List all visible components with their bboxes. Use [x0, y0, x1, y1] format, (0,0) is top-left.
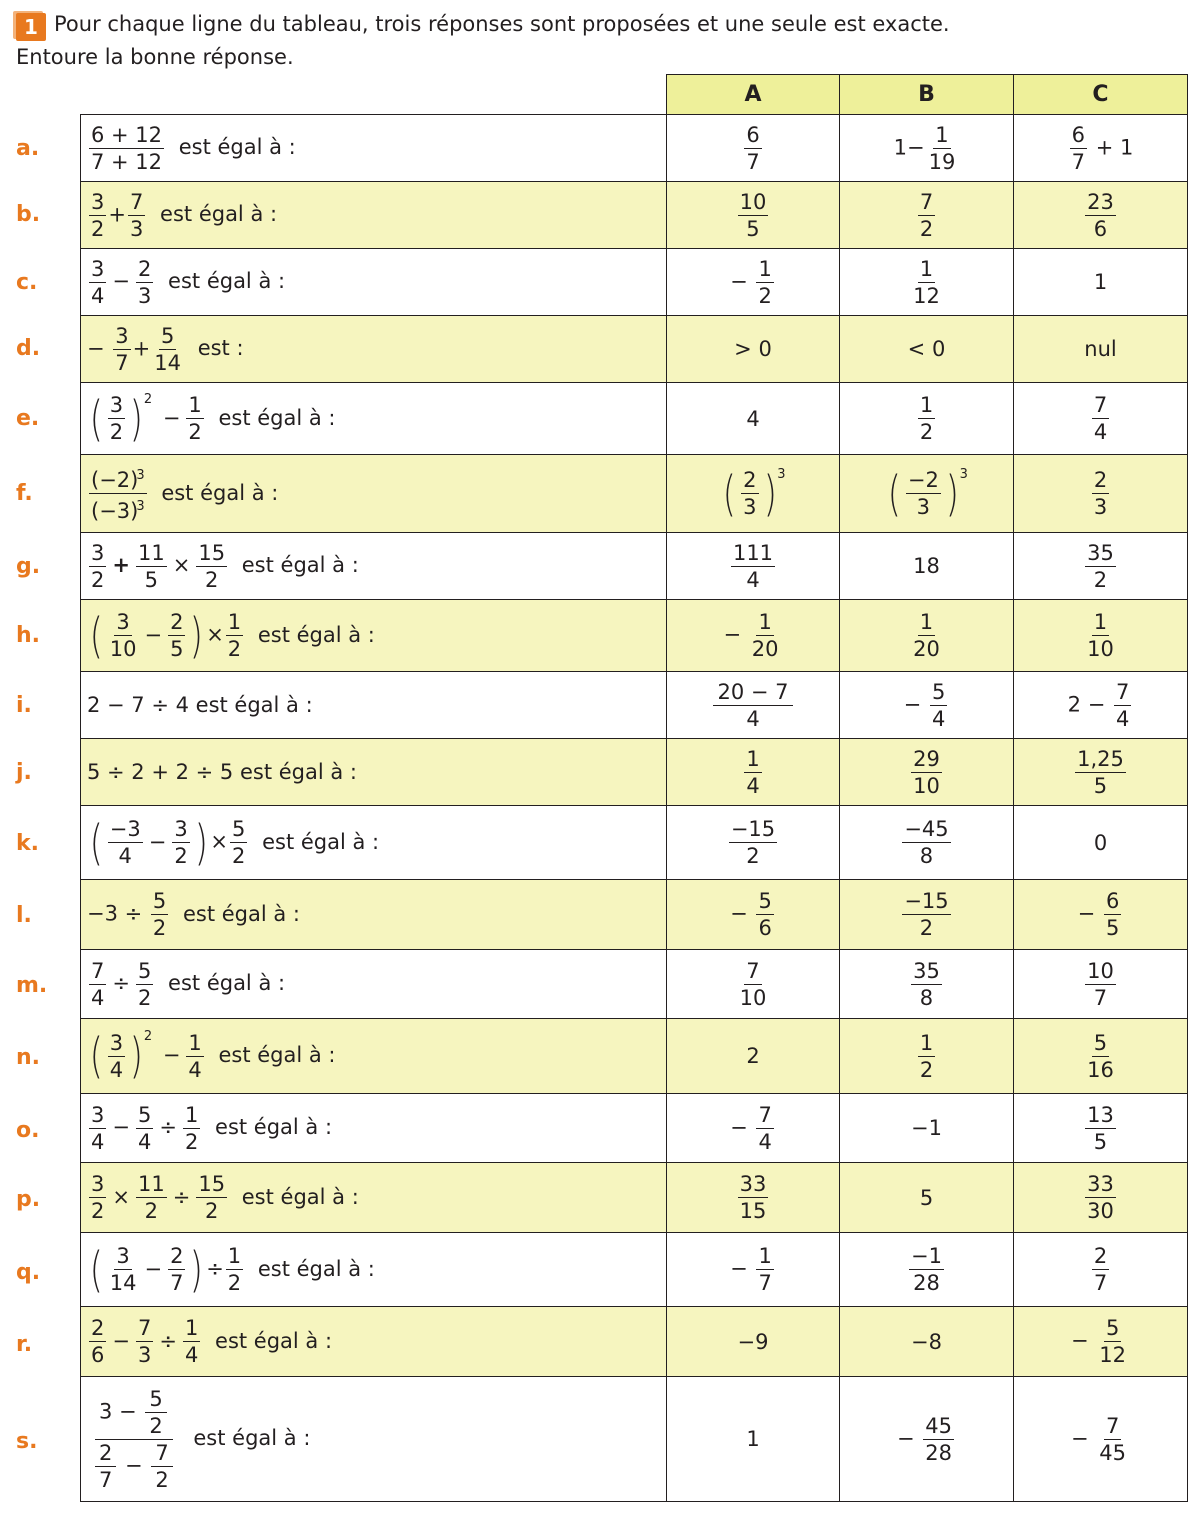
table-row: [81, 182, 1188, 249]
question-cell: $\frac{2}{6}$ − $\frac{7}{3}$ ÷ $\frac{1}{4}$ est égal à :: [81, 1307, 667, 1377]
row-letter: s.: [16, 1429, 38, 1454]
table-row: [81, 1233, 1188, 1307]
row-letter: j.: [16, 760, 32, 785]
answer-b[interactable]: $\frac{-1}{28}$: [840, 1233, 1014, 1307]
row-letter: h.: [16, 623, 41, 648]
table-row: [81, 115, 1188, 182]
answer-c[interactable]: $\frac{2}{3}$: [1014, 455, 1188, 533]
row-letter: i.: [16, 693, 32, 718]
answer-a[interactable]: 4: [667, 383, 840, 455]
answer-c[interactable]: 1: [1014, 249, 1188, 316]
table-row: [81, 880, 1188, 950]
row-letter: f.: [16, 481, 33, 506]
answer-c[interactable]: − $\frac{6}{5}$: [1014, 880, 1188, 950]
row-letter: m.: [16, 973, 48, 998]
answer-b[interactable]: $\frac{29}{10}$: [840, 739, 1014, 806]
table-row: [81, 600, 1188, 672]
answer-c[interactable]: $\frac{23}{6}$: [1014, 182, 1188, 249]
answer-a[interactable]: $\frac{20 - 7}{4}$: [667, 672, 840, 739]
answer-a[interactable]: $\frac{-15}{2}$: [667, 806, 840, 880]
answer-b[interactable]: −8: [840, 1307, 1014, 1377]
answer-b[interactable]: ( $\frac{-2}{3}$ )$^3$: [840, 455, 1014, 533]
answer-c[interactable]: $\frac{5}{16}$: [1014, 1019, 1188, 1094]
question-cell: ( $\frac{-3}{4}$ − $\frac{3}{2}$ ) × $\frac{5}{2}$ est égal à :: [81, 806, 667, 880]
question-cell: − $\frac{3}{7}$ + $\frac{5}{14}$ est :: [81, 316, 667, 383]
row-letter: n.: [16, 1045, 41, 1070]
answer-c[interactable]: 0: [1014, 806, 1188, 880]
table-row: [81, 1094, 1188, 1163]
answer-b[interactable]: 18: [840, 533, 1014, 600]
question-cell: $\frac{(-2)^3}{(-3)^3}$ est égal à :: [81, 455, 667, 533]
table-row: [81, 533, 1188, 600]
row-letter: o.: [16, 1118, 40, 1143]
answer-b[interactable]: − $\frac{45}{28}$: [840, 1377, 1014, 1502]
question-cell: ( $\frac{3}{2}$ )$^2$ − $\frac{1}{2}$ est égal à :: [81, 383, 667, 455]
answer-a[interactable]: $\frac{33}{15}$: [667, 1163, 840, 1233]
answer-c[interactable]: − $\frac{7}{45}$: [1014, 1377, 1188, 1502]
answer-a[interactable]: 1: [667, 1377, 840, 1502]
answer-a[interactable]: − $\frac{1}{2}$: [667, 249, 840, 316]
table-row: [81, 383, 1188, 455]
table-row: [81, 249, 1188, 316]
row-letter: g.: [16, 554, 41, 579]
row-letter: k.: [16, 831, 39, 856]
question-cell: $\frac{7}{4}$ ÷ $\frac{5}{2}$ est égal à :: [81, 950, 667, 1019]
answer-c[interactable]: $\frac{7}{4}$: [1014, 383, 1188, 455]
table-row: [81, 1163, 1188, 1233]
answer-c[interactable]: − $\frac{5}{12}$: [1014, 1307, 1188, 1377]
answer-a[interactable]: > 0: [667, 316, 840, 383]
exercise-header: [16, 8, 1186, 73]
answer-c[interactable]: nul: [1014, 316, 1188, 383]
answer-b[interactable]: $\frac{35}{8}$: [840, 950, 1014, 1019]
answer-b[interactable]: −1: [840, 1094, 1014, 1163]
row-letter: e.: [16, 406, 40, 431]
answer-a[interactable]: $\frac{6}{7}$: [667, 115, 840, 182]
answer-c[interactable]: $\frac{10}{7}$: [1014, 950, 1188, 1019]
table-row: [81, 1377, 1188, 1502]
answer-b[interactable]: − $\frac{5}{4}$: [840, 672, 1014, 739]
question-cell: $\frac{3}{2}$ × $\frac{11}{2}$ ÷ $\frac{15}{2}$ est égal à :: [81, 1163, 667, 1233]
row-letter: r.: [16, 1332, 33, 1357]
table-row: [81, 1019, 1188, 1094]
instruction-line-2: Entoure la bonne réponse.: [16, 45, 294, 69]
answer-c[interactable]: $\frac{6}{7}$ + 1: [1014, 115, 1188, 182]
answer-c[interactable]: $\frac{1,25}{5}$: [1014, 739, 1188, 806]
answer-a[interactable]: ( $\frac{2}{3}$ )$^3$: [667, 455, 840, 533]
question-cell: $\frac{3}{2}$ + $\frac{7}{3}$ est égal à :: [81, 182, 667, 249]
row-letter: q.: [16, 1260, 41, 1285]
answer-b[interactable]: 5: [840, 1163, 1014, 1233]
answer-a[interactable]: − $\frac{1}{20}$: [667, 600, 840, 672]
answer-a[interactable]: $\frac{1}{4}$: [667, 739, 840, 806]
row-letter: l.: [16, 903, 32, 928]
answer-c[interactable]: $\frac{2}{7}$: [1014, 1233, 1188, 1307]
answer-c[interactable]: $\frac{13}{5}$: [1014, 1094, 1188, 1163]
answer-a[interactable]: −9: [667, 1307, 840, 1377]
question-cell: 5 ÷ 2 + 2 ÷ 5 est égal à :: [81, 739, 667, 806]
instruction-line-1: Pour chaque ligne du tableau, trois réponses sont proposées et une seule est exacte.: [54, 12, 950, 36]
table-row: [81, 1307, 1188, 1377]
question-cell: $\frac{6 + 12}{7 + 12}$ est égal à :: [81, 115, 667, 182]
column-header-c: C: [1014, 75, 1188, 115]
table-row: [81, 950, 1188, 1019]
row-letter: b.: [16, 202, 41, 227]
answer-c[interactable]: $\frac{35}{2}$: [1014, 533, 1188, 600]
table-row: [81, 455, 1188, 533]
answer-a[interactable]: − $\frac{5}{6}$: [667, 880, 840, 950]
question-cell: 2 − 7 ÷ 4 est égal à :: [81, 672, 667, 739]
answer-c[interactable]: 2 − $\frac{7}{4}$: [1014, 672, 1188, 739]
question-cell: ( $\frac{3}{14}$ − $\frac{2}{7}$ ) ÷ $\frac{1}{2}$ est égal à :: [81, 1233, 667, 1307]
answer-a[interactable]: 2: [667, 1019, 840, 1094]
row-letter: d.: [16, 336, 41, 361]
row-letter: a.: [16, 136, 40, 161]
question-cell: $\frac{3}{2}$ + $\frac{11}{5}$ × $\frac{15}{2}$ est égal à :: [81, 533, 667, 600]
answer-b[interactable]: $\frac{7}{2}$: [840, 182, 1014, 249]
answer-b[interactable]: $\frac{1}{2}$: [840, 1019, 1014, 1094]
answer-a[interactable]: − $\frac{7}{4}$: [667, 1094, 840, 1163]
answer-b[interactable]: < 0: [840, 316, 1014, 383]
answer-b[interactable]: $\frac{1}{12}$: [840, 249, 1014, 316]
row-letter: c.: [16, 270, 38, 295]
question-cell: −3 ÷ $\frac{5}{2}$ est égal à :: [81, 880, 667, 950]
column-header-b: B: [840, 75, 1014, 115]
answer-b[interactable]: $\frac{-15}{2}$: [840, 880, 1014, 950]
answer-a[interactable]: $\frac{111}{4}$: [667, 533, 840, 600]
question-cell: 3 − $\frac{5}{2}$ $\frac{2}{7}$ − $\frac{7}{2}$ est égal à :: [81, 1377, 667, 1502]
question-cell: ( $\frac{3}{10}$ − $\frac{2}{5}$ ) × $\frac{1}{2}$ est égal à :: [81, 600, 667, 672]
answer-b[interactable]: $\frac{-45}{8}$: [840, 806, 1014, 880]
question-cell: $\frac{3}{4}$ − $\frac{2}{3}$ est égal à :: [81, 249, 667, 316]
answer-c[interactable]: $\frac{1}{10}$: [1014, 600, 1188, 672]
answer-a[interactable]: − $\frac{1}{7}$: [667, 1233, 840, 1307]
row-letter: p.: [16, 1187, 41, 1212]
column-header-a: A: [667, 75, 840, 115]
table-row: [81, 316, 1188, 383]
answer-b[interactable]: $\frac{1}{2}$: [840, 383, 1014, 455]
table-row: [81, 739, 1188, 806]
answer-a[interactable]: $\frac{10}{5}$: [667, 182, 840, 249]
answer-b[interactable]: $\frac{1}{20}$: [840, 600, 1014, 672]
answer-b[interactable]: 1− $\frac{1}{19}$: [840, 115, 1014, 182]
question-cell: $\frac{3}{4}$ − $\frac{5}{4}$ ÷ $\frac{1}{2}$ est égal à :: [81, 1094, 667, 1163]
table-row: [81, 806, 1188, 880]
answer-table: [80, 74, 1188, 1502]
answer-a[interactable]: $\frac{7}{10}$: [667, 950, 840, 1019]
table-row: [81, 672, 1188, 739]
question-cell: ( $\frac{3}{4}$ )$^2$ − $\frac{1}{4}$ est égal à :: [81, 1019, 667, 1094]
exercise-number: 1: [16, 13, 46, 41]
answer-c[interactable]: $\frac{33}{30}$: [1014, 1163, 1188, 1233]
